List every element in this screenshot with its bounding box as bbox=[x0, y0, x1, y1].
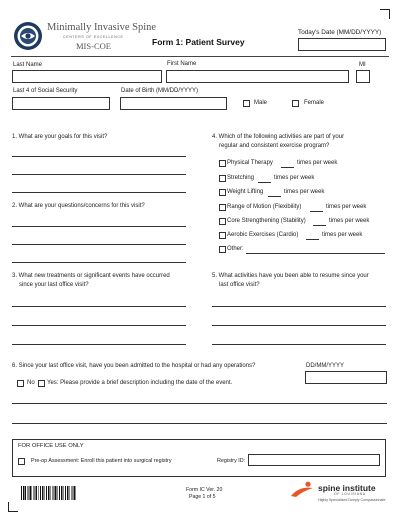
q1-answer-line[interactable] bbox=[12, 174, 186, 175]
activity-label: Other: bbox=[227, 246, 244, 252]
q6-no-checkbox[interactable] bbox=[17, 380, 24, 387]
activity-frequency-line[interactable] bbox=[306, 239, 319, 240]
q2-answer-line[interactable] bbox=[12, 226, 186, 227]
ssn-label: Last 4 of Social Security bbox=[13, 88, 78, 94]
brand-sub: OF LOUISIANA bbox=[334, 492, 366, 496]
q6-answer-line[interactable] bbox=[12, 423, 387, 424]
activity-label: Weight Lifting bbox=[227, 189, 264, 195]
logo-emblem bbox=[13, 21, 43, 51]
activity-frequency-line[interactable] bbox=[268, 196, 281, 197]
activity-suffix: times per week bbox=[284, 189, 325, 195]
question-4-line-1: 4. Which of the following activities are part of your bbox=[212, 134, 345, 140]
barcode bbox=[21, 486, 77, 500]
q3-answer-line[interactable] bbox=[12, 344, 186, 345]
activity-checkbox-aerobic[interactable] bbox=[219, 232, 226, 239]
todays-date-label: Today's Date (MM/DD/YYYY) bbox=[298, 29, 382, 36]
registry-id-label: Registry ID: bbox=[217, 458, 246, 464]
q6-no-label: No bbox=[27, 380, 35, 386]
logo-sub: MIS-COE bbox=[76, 41, 111, 51]
activity-other-line[interactable] bbox=[246, 253, 385, 254]
form-title: Form 1: Patient Survey bbox=[152, 37, 245, 47]
q6-yes-checkbox[interactable] bbox=[38, 380, 45, 387]
corner-mark-top-right bbox=[380, 9, 390, 19]
brand-name: spine institute bbox=[318, 483, 376, 493]
activity-frequency-line[interactable] bbox=[258, 182, 271, 183]
activity-checkbox-other[interactable] bbox=[219, 246, 226, 253]
todays-date-field[interactable] bbox=[298, 38, 386, 51]
activity-suffix: times per week bbox=[297, 160, 338, 166]
activity-label: Stretching bbox=[227, 175, 255, 181]
mi-label: MI bbox=[359, 62, 366, 68]
q3-answer-line[interactable] bbox=[12, 325, 186, 326]
activity-frequency-line[interactable] bbox=[310, 211, 323, 212]
question-5-line-2: last office visit? bbox=[219, 282, 260, 288]
preop-checkbox[interactable] bbox=[18, 458, 25, 465]
activity-label: Aerobic Exercises (Cardio) bbox=[227, 232, 299, 238]
activity-frequency-line[interactable] bbox=[313, 225, 326, 226]
last-name-label: Last Name bbox=[13, 62, 43, 68]
question-3-line-1: 3. What new treatments or significant events have occurred bbox=[12, 273, 170, 279]
corner-mark-bottom-left bbox=[8, 502, 18, 512]
q6-answer-line[interactable] bbox=[12, 403, 387, 404]
activity-suffix: times per week bbox=[326, 204, 367, 210]
q5-answer-line[interactable] bbox=[212, 306, 386, 307]
logo-tagline: CENTERS OF EXCELLENCE bbox=[63, 35, 124, 39]
q6-date-field[interactable] bbox=[305, 371, 387, 384]
mi-field[interactable] bbox=[356, 70, 370, 83]
male-checkbox[interactable] bbox=[243, 100, 250, 107]
first-name-field[interactable] bbox=[166, 70, 349, 83]
q6-date-label: DD/MM/YYYY bbox=[306, 363, 345, 369]
question-2: 2. What are your questions/concerns for this visit? bbox=[12, 203, 145, 209]
activity-label: Core Strengthening (Stability) bbox=[227, 218, 306, 224]
female-label: Female bbox=[304, 100, 325, 106]
form-version: Form IC Ver. 20 bbox=[186, 487, 223, 493]
activity-checkbox-weight-lifting[interactable] bbox=[219, 189, 226, 196]
preop-label: Pre-op Assessment: Enroll this patient into surgical registry bbox=[31, 458, 172, 464]
logo-name: Minimally Invasive Spine bbox=[47, 22, 157, 33]
activity-checkbox-physical-therapy[interactable] bbox=[219, 160, 226, 167]
activity-label: Physical Therapy bbox=[227, 160, 273, 166]
last-name-field[interactable] bbox=[12, 70, 162, 83]
female-checkbox[interactable] bbox=[292, 100, 299, 107]
activity-suffix: times per week bbox=[274, 175, 315, 181]
question-4-line-2: regular and consistent exercise program? bbox=[219, 143, 330, 149]
activity-suffix: times per week bbox=[329, 218, 370, 224]
q5-answer-line[interactable] bbox=[212, 325, 386, 326]
q1-answer-line[interactable] bbox=[12, 192, 186, 193]
q5-answer-line[interactable] bbox=[212, 344, 386, 345]
q3-answer-line[interactable] bbox=[12, 306, 186, 307]
question-6: 6. Since your last office visit, have you been admitted to the hospital or had any operations? bbox=[12, 363, 256, 369]
q2-answer-line[interactable] bbox=[12, 244, 186, 245]
question-1: 1. What are your goals for this visit? bbox=[12, 134, 108, 140]
activity-frequency-line[interactable] bbox=[281, 167, 294, 168]
registry-id-field[interactable] bbox=[248, 454, 380, 466]
brand-tagline: Highly Specialized Deeply Compassionate bbox=[318, 498, 386, 502]
q2-answer-line[interactable] bbox=[12, 262, 186, 263]
ssn-field[interactable] bbox=[12, 97, 110, 110]
activity-checkbox-range-of-motion[interactable] bbox=[219, 204, 226, 211]
dob-field[interactable] bbox=[120, 97, 227, 110]
first-name-label: First Name bbox=[167, 61, 197, 67]
page-number: Page 1 of 5 bbox=[189, 494, 216, 500]
question-5-line-1: 5. What activities have you been able to resume since your bbox=[212, 273, 369, 279]
office-use-heading: FOR OFFICE USE ONLY bbox=[18, 443, 84, 449]
q1-answer-line[interactable] bbox=[12, 156, 186, 157]
activity-checkbox-core-strengthening[interactable] bbox=[219, 218, 226, 225]
activity-label: Range of Motion (Flexibility) bbox=[227, 204, 302, 210]
dob-label: Date of Birth (MM/DD/YYYY) bbox=[121, 88, 199, 94]
activity-suffix: times per week bbox=[322, 232, 363, 238]
question-3-line-2: since your last office visit? bbox=[19, 282, 89, 288]
spine-institute-logo-icon bbox=[289, 481, 317, 499]
activity-checkbox-stretching[interactable] bbox=[219, 175, 226, 182]
header-divider bbox=[11, 56, 389, 57]
male-label: Male bbox=[254, 100, 268, 106]
q6-yes-label: Yes: Please provide a brief description including the date of the event. bbox=[47, 380, 233, 386]
